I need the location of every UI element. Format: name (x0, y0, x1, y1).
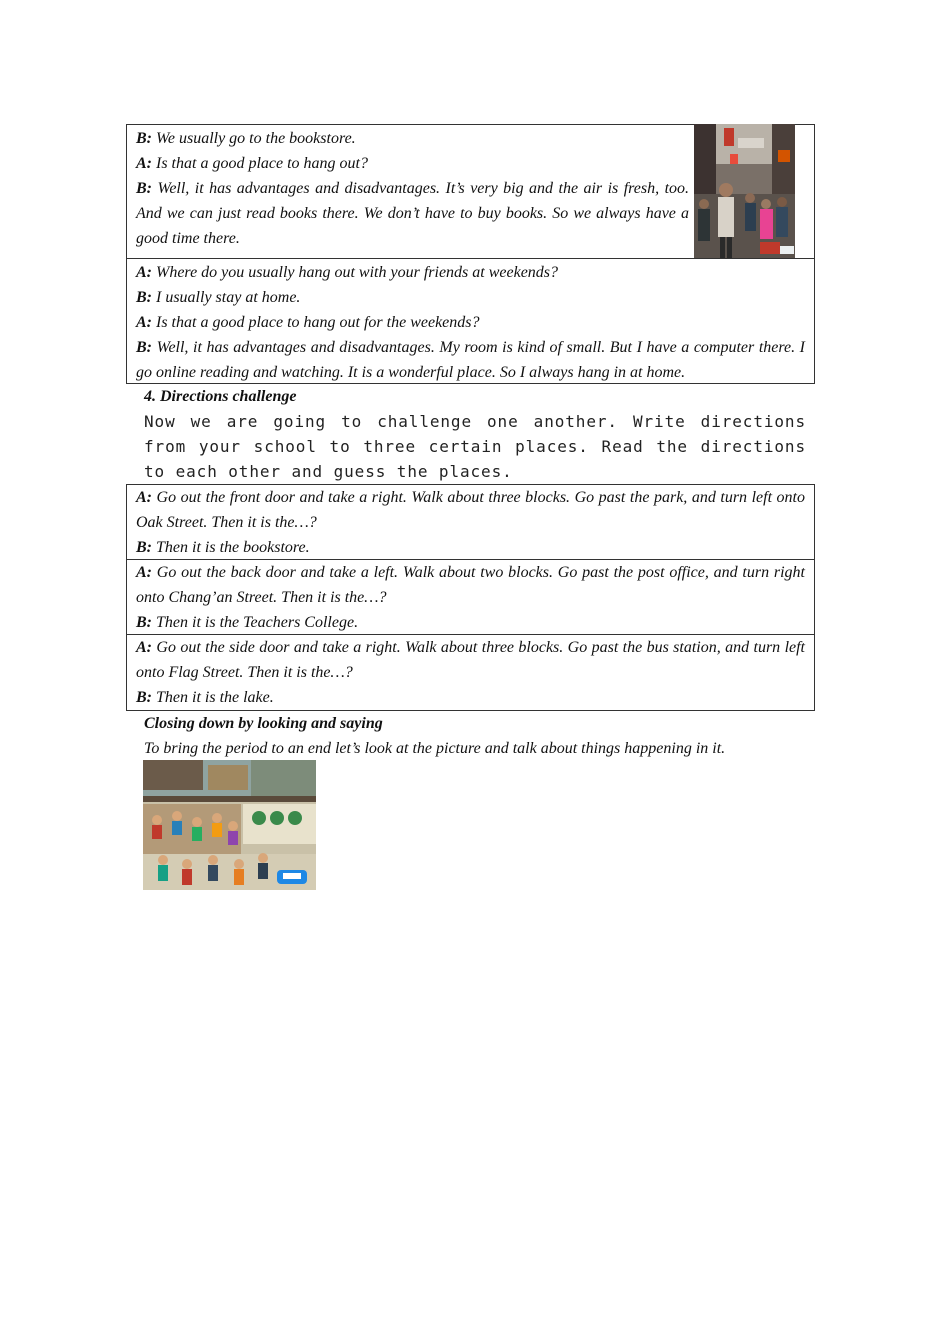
dialogue-line (136, 560, 805, 610)
speaker-label: B: (136, 289, 152, 306)
directions-box-2 (126, 559, 815, 635)
speaker-label: B: (136, 130, 152, 147)
street-crowd-photo (694, 124, 795, 258)
speaker-label: B: (136, 180, 152, 197)
dialogue-sentence: Well, it has advantages and disadvantages. My room is kind of small. But I have a computer there. I go online reading and watching. It is a wonderful place. So I always hang in at home. (136, 339, 805, 381)
dialogue-sentence: Is that a good place to hang out? (156, 155, 368, 172)
dialogue-sentence: Then it is the lake. (156, 689, 274, 706)
dialogue-line (136, 310, 805, 335)
dialogue-line (136, 285, 805, 310)
dialogue-line (136, 176, 689, 251)
speaker-label: A: (136, 264, 152, 281)
speaker-label: A: (136, 564, 152, 581)
dialogue-sentence: Is that a good place to hang out for the weekends? (156, 314, 480, 331)
speaker-label: A: (136, 489, 152, 506)
closing-text: To bring the period to an end let’s look at the picture and talk about things happening in it. (144, 740, 726, 757)
speaker-label: A: (136, 639, 152, 656)
dialogue-line (136, 610, 805, 635)
dialogue-box-home (126, 258, 815, 384)
dialogue-text (127, 560, 814, 635)
speaker-label: B: (136, 614, 152, 631)
speaker-label: A: (136, 155, 152, 172)
speaker-label: B: (136, 539, 152, 556)
dialogue-line (136, 635, 805, 685)
dialogue-box-bookstore (126, 124, 815, 259)
dialogue-line (136, 126, 689, 151)
dialogue-text (127, 259, 814, 385)
dialogue-sentence: Go out the front door and take a right. Walk about three blocks. Go past the park, and turn left onto Oak Street. Then it is the…? (136, 489, 806, 531)
dialogue-line (136, 260, 805, 285)
dialogue-text (127, 485, 814, 560)
dialogue-sentence: Where do you usually hang out with your friends at weekends? (156, 264, 559, 281)
speaker-label: B: (136, 689, 152, 706)
dialogue-text (127, 125, 689, 251)
dialogue-line (136, 151, 689, 176)
directions-box-3 (126, 634, 815, 711)
dialogue-line (136, 535, 805, 560)
section-instructions: Now we are going to challenge one another. Write directions from your school to three certain places. Read the directions to each other and guess the places. (144, 412, 806, 481)
speaker-label: A: (136, 314, 152, 331)
section-heading-directions: 4. Directions challenge (144, 388, 297, 405)
dialogue-sentence: Go out the back door and take a left. Walk about two blocks. Go past the post office, and turn right onto Chang’an Street. Then it is the…? (136, 564, 805, 606)
dialogue-sentence: Go out the side door and take a right. Walk about three blocks. Go past the bus station, and turn left onto Flag Street. Then it is the…? (136, 639, 806, 681)
speaker-label: B: (136, 339, 152, 356)
dialogue-line (136, 485, 805, 535)
dialogue-line (136, 335, 805, 385)
closing-heading: Closing down by looking and saying (144, 715, 383, 732)
dialogue-text (127, 635, 814, 710)
dialogue-sentence: I usually stay at home. (156, 289, 301, 306)
dialogue-sentence: We usually go to the bookstore. (156, 130, 356, 147)
dialogue-sentence: Well, it has advantages and disadvantages. It’s very big and the air is fresh, too. And we can just read books there. We don’t have to buy books. So we always have a good time there. (136, 180, 690, 247)
directions-box-1 (126, 484, 815, 560)
busy-street-illustration (143, 760, 316, 890)
dialogue-sentence: Then it is the bookstore. (156, 539, 310, 556)
dialogue-sentence: Then it is the Teachers College. (156, 614, 359, 631)
dialogue-line (136, 685, 805, 710)
